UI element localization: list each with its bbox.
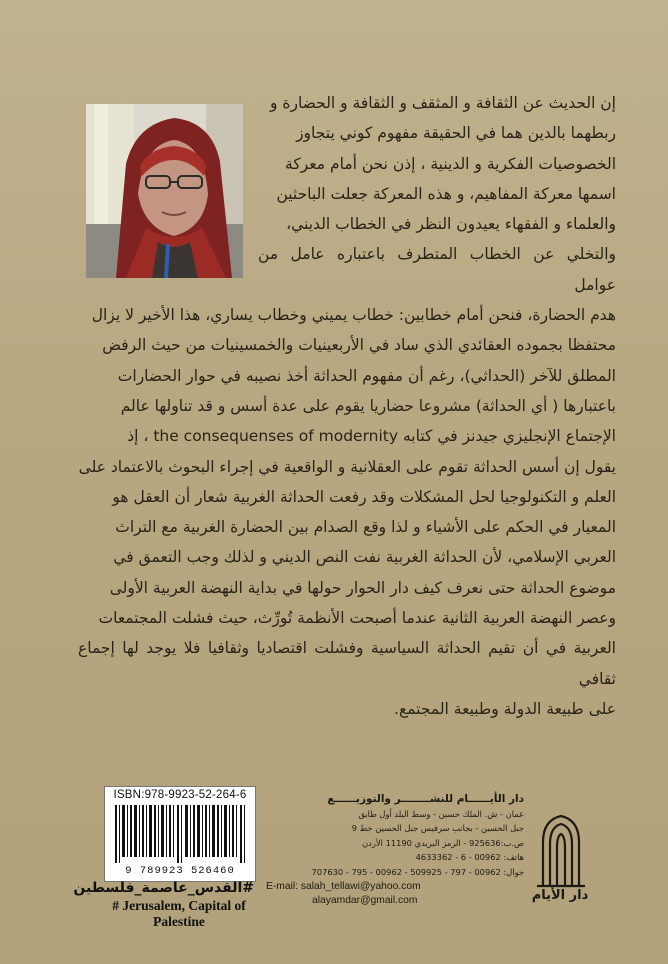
- synopsis-paragraph: [78, 88, 616, 724]
- text-line: محتفظا بجموده العقائدي الذي ساد في الأربعينيات والخمسينيات من حيث الرفض: [102, 336, 616, 355]
- publisher-logo-icon: [533, 812, 589, 888]
- text-line: هدم الحضارة، فنحن أمام خطابين: خطاب يميني وخطاب يساري، هذا الأخير لا يزال: [91, 306, 616, 325]
- text-line: والتخلي عن الخطاب المتطرف باعتباره عامل من عوامل: [258, 245, 616, 294]
- publisher-address-line: جبل الحسين - بجانب سرفيس جبل الحسين خط 9: [351, 823, 524, 834]
- text-line: العلم و التكنولوجيا لحل المشكلات وقد رفعت الحداثة الغربية شعار أن العقل هو: [112, 487, 616, 506]
- text-line: المعيار في الحكم على الأشياء و لذا وقع الصدام بين الحضارة الغربية مع التراث: [115, 518, 616, 537]
- text-line: اسمها معركة المفاهيم، و هذه المعركة جعلت الباحثين: [276, 184, 616, 203]
- text-line: ربطهما بالدين هما في الحقيقة مفهوم كوني يتجاوز: [296, 124, 616, 143]
- text-line: وعصر النهضة العربية الثانية عندما أصبحت الأنظمة تُورِّث، حيث فشلت المجتمعات: [98, 609, 616, 628]
- publisher-email-secondary: alayamdar@gmail.com: [312, 895, 418, 907]
- text-line: على طبيعة الدولة وطبيعة المجتمع.: [394, 699, 616, 718]
- isbn-barcode-box: [104, 786, 256, 882]
- barcode-graphic: [111, 805, 249, 863]
- publisher-address-line: عمان - ش. الملك حسين - وسط البلد أول طابق: [358, 808, 524, 819]
- text-line: المطلق للآخر (الحداثي)، رغم أن مفهوم الحداثة أخذ نصيبه في حوار الحضارات: [117, 366, 616, 385]
- publisher-logo-text: دار الأيام: [531, 888, 589, 903]
- isbn-label: ISBN:978-9923-52-264-6: [113, 789, 247, 801]
- text-line: موضوع الحداثة حتى نعرف كيف دار الحوار حولها في بداية النهضة العربية الأولى: [109, 578, 616, 597]
- text-line: العربي الإسلامي، لأن الحداثة الغربية نفت النص الديني و لذلك وجب التعمق في: [113, 548, 616, 567]
- publisher-name: دار الأيــــــام للنشــــــــر والتوزيــــــع: [327, 793, 524, 805]
- publisher-email: E-mail: salah_tellawi@yahoo.com: [266, 880, 421, 892]
- publisher-info: [266, 792, 524, 909]
- text-line: الخصوصيات الفكرية و الدينية ، إذن نحن أمام معركة: [285, 154, 616, 173]
- hashtag-arabic: #القدس_عاصمة_فلسطين: [73, 880, 254, 896]
- publisher-address-line: ص.ب:925636 - الرمز البريدي 11190 الأردن: [362, 837, 524, 848]
- hashtag-english: # Jerusalem, Capital of Palestine: [112, 898, 246, 929]
- barcode-digits: 9 789923 526460: [125, 865, 235, 877]
- text-line: والعلماء و الفقهاء يعيدون النظر في الخطاب الديني،: [286, 215, 616, 234]
- publisher-mobile: جوال: 00962 - 797 - 509925 - 00962 - 795 - 707630: [311, 866, 524, 877]
- text-line: العربية في أن تقيم الحداثة السياسية وفشلت اقتصاديا وثقافيا فلا يوجد لها إجماع ثقافي: [78, 639, 616, 688]
- text-line: إن الحديث عن الثقافة و المثقف و الثقافة و الحضارة و: [270, 94, 616, 112]
- text-line: الإجتماع الإنجليزي جيدنز في كتابه the consequenses of modernity ، إذ: [127, 427, 616, 446]
- text-line: يقول إن أسس الحداثة تقوم على العقلانية و الواقعية في إجراء البحوث بالاعتماد على: [78, 457, 616, 476]
- text-line: باعتبارها ( أي الحداثة) مشروعا حضاريا يقوم على عدة أسس و قد تناولها عالم: [120, 396, 616, 415]
- publisher-phone: هاتف: 00962 - 6 - 4633362: [415, 852, 524, 863]
